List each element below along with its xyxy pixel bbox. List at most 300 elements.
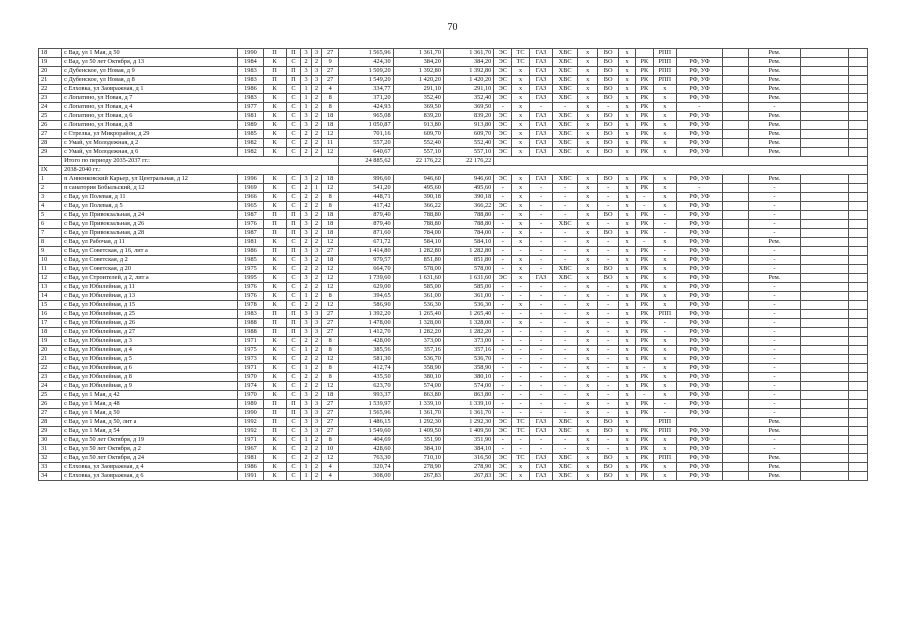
table-cell: 8 [322, 337, 339, 346]
table-cell: П [263, 310, 286, 319]
table-cell: х [578, 175, 598, 184]
table-cell: - [529, 229, 552, 238]
table-cell: ГАЗ [529, 112, 552, 121]
table-cell [848, 85, 867, 94]
table-cell: - [598, 292, 619, 301]
table-cell: 1992 [238, 427, 263, 436]
table-cell: Рем. [749, 139, 800, 148]
table-cell: ГАЗ [529, 418, 552, 427]
table-cell: К [263, 472, 286, 481]
table-cell: ХВС [553, 76, 578, 85]
table-cell: - [512, 292, 530, 301]
table-cell: 1971 [238, 337, 263, 346]
table-cell: с Лопатино, ул Новая, д 6 [62, 112, 238, 121]
table-cell: 2 [311, 274, 321, 283]
table-cell: х [512, 103, 530, 112]
table-cell: 4 [322, 472, 339, 481]
table-cell: - [598, 355, 619, 364]
table-cell: 12 [322, 283, 339, 292]
table-cell: - [529, 256, 552, 265]
table-cell: 357,16 [443, 346, 493, 355]
table-cell: х [512, 76, 530, 85]
table-cell: - [494, 184, 512, 193]
table-cell: 1971 [238, 364, 263, 373]
table-cell: - [749, 292, 800, 301]
table-cell: К [263, 85, 286, 94]
table-cell [723, 283, 749, 292]
table-cell: 12 [322, 382, 339, 391]
table-cell: х [653, 346, 676, 355]
table-cell: - [553, 301, 578, 310]
table-cell: РК [635, 283, 653, 292]
table-cell: - [512, 436, 530, 445]
total-area-1: 24 885,62 [339, 157, 394, 166]
table-cell: 1992 [238, 418, 263, 427]
table-cell: К [263, 202, 286, 211]
table-cell [848, 364, 867, 373]
total-area-2: 22 176,22 [393, 157, 443, 166]
table-cell: 18 [322, 256, 339, 265]
table-cell: 4 [322, 463, 339, 472]
table-cell: П [263, 400, 286, 409]
table-cell: 1982 [238, 139, 263, 148]
table-cell: с Умай, ул Молодежная, д 6 [62, 148, 238, 157]
table-cell: К [263, 391, 286, 400]
table-cell: 2 [311, 364, 321, 373]
table-cell: 2 [311, 292, 321, 301]
table-cell: х [619, 346, 636, 355]
table-cell: - [553, 382, 578, 391]
table-cell: х [512, 94, 530, 103]
table-cell: РФ, УФ [676, 94, 722, 103]
table-cell: 2 [311, 121, 321, 130]
table-cell: 27 [322, 400, 339, 409]
table-cell: - [494, 346, 512, 355]
table-cell: х [578, 220, 598, 229]
table-cell: 18 [322, 121, 339, 130]
table-cell [800, 463, 848, 472]
table-cell: - [653, 211, 676, 220]
table-cell: К [263, 373, 286, 382]
table-cell: К [263, 364, 286, 373]
table-cell: 18 [322, 175, 339, 184]
table-cell: 384,10 [393, 445, 443, 454]
table-cell: х [653, 184, 676, 193]
table-cell: - [598, 337, 619, 346]
table-cell: 1 328,00 [393, 319, 443, 328]
table-cell: - [598, 364, 619, 373]
table-cell: РК [635, 121, 653, 130]
table-cell: 1985 [238, 256, 263, 265]
table-cell: х [619, 58, 636, 67]
table-cell [723, 427, 749, 436]
table-cell: с Вад, ул Привокзальная, д 28 [62, 229, 238, 238]
table-cell: ЭС [494, 202, 512, 211]
table-cell: ЭС [494, 121, 512, 130]
table-cell: х [653, 139, 676, 148]
table-cell [848, 274, 867, 283]
table-cell: С [286, 121, 301, 130]
table-cell: ЭС [494, 175, 512, 184]
table-cell: 361,00 [393, 292, 443, 301]
table-cell: 2 [311, 229, 321, 238]
table-cell: х [619, 202, 636, 211]
table-cell [800, 193, 848, 202]
table-cell: 1975 [238, 265, 263, 274]
table-row [39, 202, 868, 211]
table-cell: РФ, УФ [676, 202, 722, 211]
table-cell [723, 400, 749, 409]
table-row [39, 364, 868, 373]
table-row [39, 373, 868, 382]
table-cell: РК [635, 445, 653, 454]
table-cell: РПП [653, 67, 676, 76]
table-row [39, 67, 868, 76]
table-cell: х [578, 337, 598, 346]
table-cell: 351,90 [393, 436, 443, 445]
table-cell: х [512, 256, 530, 265]
table-cell: с Вад, ул 1 Мая, д 48 [62, 400, 238, 409]
table-cell: х [653, 373, 676, 382]
table-cell: - [598, 319, 619, 328]
table-cell: РК [635, 58, 653, 67]
table-cell [848, 238, 867, 247]
table-cell: - [512, 355, 530, 364]
table-cell: - [749, 301, 800, 310]
table-cell: - [749, 364, 800, 373]
table-cell: - [749, 283, 800, 292]
table-cell: х [619, 121, 636, 130]
table-cell [800, 373, 848, 382]
table-cell: 371,20 [339, 94, 394, 103]
table-cell: х [653, 391, 676, 400]
table-cell: 3 [311, 76, 321, 85]
table-cell: 1 392,80 [443, 67, 493, 76]
table-cell: П [286, 220, 301, 229]
table-cell: РФ, УФ [676, 193, 722, 202]
table-cell: - [494, 409, 512, 418]
table-cell: - [653, 229, 676, 238]
table-cell: с Вад, ул 50 лет Октября, д 13 [62, 58, 238, 67]
table-cell: - [529, 238, 552, 247]
table-cell: п санатория Бобыльский, д 12 [62, 184, 238, 193]
table-cell: РФ, УФ [676, 427, 722, 436]
table-cell: П [263, 418, 286, 427]
table-cell: х [578, 391, 598, 400]
table-cell: - [553, 292, 578, 301]
table-cell: 369,50 [393, 103, 443, 112]
table-cell: ХВС [553, 58, 578, 67]
table-cell: - [553, 436, 578, 445]
table-cell: - [512, 337, 530, 346]
table-cell: ГАЗ [529, 130, 552, 139]
table-cell: - [598, 409, 619, 418]
table-cell: Рем. [749, 418, 800, 427]
table-cell: х [619, 418, 636, 427]
table-cell: 21 [39, 355, 62, 364]
table-cell: с Умай, ул Молодежная, д 2 [62, 139, 238, 148]
table-cell: Рем. [749, 238, 800, 247]
table-cell: 2 [301, 148, 311, 157]
table-cell [723, 103, 749, 112]
table-cell [800, 409, 848, 418]
table-cell [723, 319, 749, 328]
table-cell: 1985 [238, 130, 263, 139]
table-cell: С [286, 103, 301, 112]
table-cell [848, 247, 867, 256]
table-cell: х [619, 76, 636, 85]
table-cell: С [286, 346, 301, 355]
table-cell [800, 175, 848, 184]
table-cell: х [653, 148, 676, 157]
table-cell: х [619, 373, 636, 382]
table-cell: ГАЗ [529, 274, 552, 283]
table-cell: 3 [301, 427, 311, 436]
table-cell: С [286, 364, 301, 373]
table-cell: 1 631,60 [393, 274, 443, 283]
table-cell: 278,90 [443, 463, 493, 472]
table-cell: с Вад, ул Юбилейная, д 4 [62, 346, 238, 355]
table-cell: х [578, 211, 598, 220]
table-cell: С [286, 355, 301, 364]
table-cell: - [749, 319, 800, 328]
table-cell: П [263, 247, 286, 256]
table-cell: х [619, 229, 636, 238]
table-cell: 2 [311, 139, 321, 148]
table-cell [800, 274, 848, 283]
table-cell: 366,22 [443, 202, 493, 211]
table-cell: 385,56 [339, 346, 394, 355]
table-cell: П [286, 211, 301, 220]
table-cell: П [263, 229, 286, 238]
table-cell: х [619, 337, 636, 346]
table-cell [800, 355, 848, 364]
table-cell: 2 [311, 130, 321, 139]
table-cell: - [512, 400, 530, 409]
table-cell: х [578, 445, 598, 454]
table-cell [848, 139, 867, 148]
table-cell [723, 301, 749, 310]
table-cell: 2 [311, 373, 321, 382]
table-cell: 12 [322, 355, 339, 364]
table-row [39, 49, 868, 58]
table-cell: 22 [39, 85, 62, 94]
table-cell: - [653, 328, 676, 337]
table-row [39, 472, 868, 481]
table-cell: ВО [598, 76, 619, 85]
table-cell: х [619, 193, 636, 202]
table-cell: 863,80 [443, 391, 493, 400]
table-cell: 1995 [238, 274, 263, 283]
table-cell: 536,30 [393, 301, 443, 310]
table-cell: х [653, 337, 676, 346]
table-cell: 2 [311, 346, 321, 355]
table-cell: х [578, 310, 598, 319]
table-cell: П [286, 328, 301, 337]
table-cell: - [529, 382, 552, 391]
table-cell: х [578, 409, 598, 418]
table-row [39, 184, 868, 193]
table-cell: - [512, 310, 530, 319]
table-cell: 1 [301, 346, 311, 355]
table-cell: с Дубенское, ул Новая, д 8 [62, 76, 238, 85]
table-row [39, 85, 868, 94]
table-row [39, 265, 868, 274]
table-cell: 1 392,20 [339, 310, 394, 319]
table-cell: 27 [39, 130, 62, 139]
table-cell: х [578, 238, 598, 247]
table-row [39, 175, 868, 184]
table-cell: - [529, 211, 552, 220]
table-cell: Рем. [749, 175, 800, 184]
table-cell: - [635, 238, 653, 247]
table-cell: С [286, 202, 301, 211]
table-cell: С [286, 274, 301, 283]
table-cell: - [749, 220, 800, 229]
table-cell: ВО [598, 130, 619, 139]
table-cell: 380,10 [443, 373, 493, 382]
table-row [39, 319, 868, 328]
table-cell: РК [635, 355, 653, 364]
table-cell [848, 211, 867, 220]
table-cell: 1 [301, 364, 311, 373]
table-cell: ТС [512, 454, 530, 463]
table-cell: 3 [301, 220, 311, 229]
table-cell [848, 328, 867, 337]
table-cell: 2 [311, 283, 321, 292]
table-cell: х [512, 301, 530, 310]
table-cell: 1976 [238, 292, 263, 301]
table-cell [848, 454, 867, 463]
table-cell: 18 [39, 49, 62, 58]
table-cell: х [578, 463, 598, 472]
table-cell: 1 328,00 [443, 319, 493, 328]
table-cell: с Вад, ул 50 лет Октября, д 24 [62, 454, 238, 463]
table-cell: 27 [322, 76, 339, 85]
table-cell: х [512, 121, 530, 130]
table-cell: 2 [39, 184, 62, 193]
table-cell: 23 [39, 373, 62, 382]
table-cell: РК [635, 76, 653, 85]
table-cell: РК [635, 103, 653, 112]
table-cell [723, 328, 749, 337]
table-cell: х [578, 382, 598, 391]
table-cell: ХВС [553, 112, 578, 121]
table-cell: 2 [311, 382, 321, 391]
table-cell: 1975 [238, 346, 263, 355]
table-cell [800, 121, 848, 130]
table-row [39, 391, 868, 400]
table-cell [800, 445, 848, 454]
table-cell [800, 202, 848, 211]
table-cell: 428,00 [339, 337, 394, 346]
table-cell: х [578, 472, 598, 481]
table-cell: - [553, 409, 578, 418]
table-cell: К [263, 355, 286, 364]
table-cell: К [263, 184, 286, 193]
table-cell [848, 292, 867, 301]
table-cell: х [578, 256, 598, 265]
table-cell [676, 49, 722, 58]
table-cell: - [749, 202, 800, 211]
table-cell: 30 [39, 436, 62, 445]
table-cell: РК [635, 256, 653, 265]
table-cell: с Елховка, ул Заовражная, д 4 [62, 463, 238, 472]
table-cell: 18 [39, 328, 62, 337]
table-cell: К [263, 337, 286, 346]
table-cell: с Вад, ул Юбилейная, д 26 [62, 319, 238, 328]
table-cell [848, 184, 867, 193]
table-cell: 1 265,40 [393, 310, 443, 319]
table-cell: ЭС [494, 454, 512, 463]
table-cell: 1 282,80 [393, 247, 443, 256]
total-label: Итого по периоду 2035-2037 гг.: [62, 157, 339, 166]
table-cell: - [494, 391, 512, 400]
table-cell: 1969 [238, 184, 263, 193]
table-cell [800, 328, 848, 337]
table-cell: 12 [322, 184, 339, 193]
table-cell: 2 [301, 355, 311, 364]
table-cell: 1 509,20 [339, 67, 394, 76]
table-cell: - [494, 382, 512, 391]
table-cell: х [578, 319, 598, 328]
table-cell: 839,20 [393, 112, 443, 121]
table-cell: 404,69 [339, 436, 394, 445]
table-cell: х [619, 220, 636, 229]
table-cell: х [512, 139, 530, 148]
table-cell: - [529, 247, 552, 256]
table-cell: С [286, 112, 301, 121]
table-cell: 12 [322, 265, 339, 274]
table-cell: 1 565,96 [339, 409, 394, 418]
table-cell: РК [635, 229, 653, 238]
table-row [39, 121, 868, 130]
table-cell: С [286, 94, 301, 103]
table-cell: РК [635, 265, 653, 274]
table-cell: РК [635, 247, 653, 256]
table-cell: РПП [653, 49, 676, 58]
table-cell: 1981 [238, 238, 263, 247]
section-row [39, 166, 868, 175]
table-cell: х [619, 463, 636, 472]
table-cell: 3 [301, 400, 311, 409]
table-cell: 27 [322, 49, 339, 58]
table-cell: ХВС [553, 67, 578, 76]
table-cell: х [619, 103, 636, 112]
table-cell: 3 [311, 400, 321, 409]
table-cell: РК [635, 436, 653, 445]
table-cell: ГАЗ [529, 139, 552, 148]
table-cell: - [553, 247, 578, 256]
table-cell: 788,80 [393, 220, 443, 229]
table-cell: 1 [301, 472, 311, 481]
table-cell: х [578, 418, 598, 427]
table-row [39, 301, 868, 310]
table-cell: РФ, УФ [676, 121, 722, 130]
table-cell: - [749, 382, 800, 391]
table-cell: 18 [322, 229, 339, 238]
table-cell: - [749, 184, 800, 193]
table-cell: ВО [598, 274, 619, 283]
table-cell: 8 [322, 202, 339, 211]
table-cell: 1 292,30 [393, 418, 443, 427]
table-cell: РК [635, 328, 653, 337]
table-cell: ВО [598, 175, 619, 184]
table-cell: х [578, 454, 598, 463]
table-cell: - [598, 373, 619, 382]
table-cell: С [286, 301, 301, 310]
table-cell [800, 418, 848, 427]
